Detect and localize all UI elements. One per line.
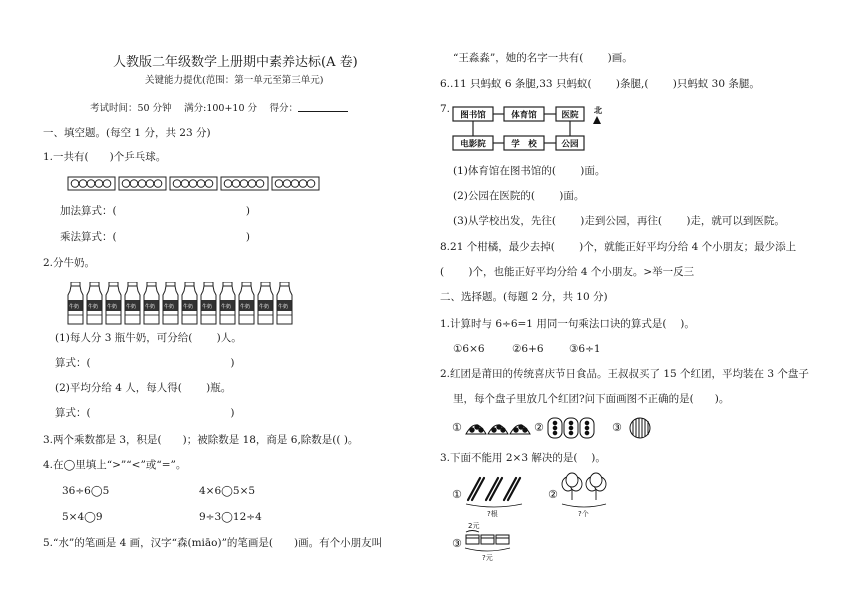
s2-q1-option-3: ③6÷1 bbox=[569, 343, 601, 355]
milk-label: 牛奶 bbox=[164, 304, 175, 310]
q3-text: 3.两个乘数都是 3，积是( )；被除数是 18，商是 6,除数是(( )。 bbox=[43, 434, 359, 446]
q8-line1: 8.21 个柑橘，最少去掉( )个，就能正好平均分给 4 个小朋友；最少添上 bbox=[440, 241, 797, 253]
q7-map-figure bbox=[452, 104, 612, 154]
milk-label: 牛奶 bbox=[107, 304, 118, 310]
milk-bottle bbox=[201, 282, 216, 324]
q3-option-2-marker: ② bbox=[548, 488, 558, 501]
milk-label: 牛奶 bbox=[145, 304, 156, 310]
milk-bottle bbox=[144, 282, 159, 324]
q2-text: 2.分牛奶。 bbox=[43, 257, 96, 269]
section2-heading: 二、选择题。(每题 2 分，共 10 分) bbox=[440, 291, 608, 303]
pingpong-box bbox=[272, 177, 319, 190]
q1-text: 1.一共有( )个乒乓球。 bbox=[43, 151, 167, 163]
q3-label-sticks: ?根 bbox=[487, 510, 498, 518]
q4-item-a: 36÷6◯5 bbox=[62, 485, 110, 497]
map-school-label: 学 校 bbox=[511, 139, 537, 150]
q3-option-3-marker: ③ bbox=[452, 537, 462, 550]
q1-mul-formula: 乘法算式：( ) bbox=[60, 231, 251, 243]
milk-bottle bbox=[258, 282, 273, 324]
q4-item-d: 9÷3◯12÷4 bbox=[199, 511, 262, 523]
q6-text: 6..11 只蚂蚁 6 条腿,33 只蚂蚁( )条腿,( )只蚂蚁 30 条腿。 bbox=[440, 78, 760, 90]
option-1-marker: ① bbox=[452, 421, 462, 434]
milk-label: 牛奶 bbox=[259, 304, 270, 310]
milk-label: 牛奶 bbox=[240, 304, 251, 310]
exam-subtitle: 关键能力提优(范围：第一单元至第三单元) bbox=[145, 75, 324, 86]
exam-info bbox=[90, 101, 348, 115]
pingpong-boxes-figure bbox=[67, 176, 327, 192]
q1-add-formula: 加法算式：( ) bbox=[60, 205, 251, 217]
s2-q1-text: 1.计算时与 6÷6=1 用同一句乘法口诀的算式是( )。 bbox=[440, 318, 695, 330]
q5-line1: 5.“水”的笔画是 4 画，汉字“森(miāo)”的笔画是( )画。有个小朋友叫 bbox=[43, 537, 383, 549]
milk-bottle bbox=[220, 282, 235, 324]
q3-label-money: ?元 bbox=[482, 554, 493, 562]
milk-label: 牛奶 bbox=[221, 304, 232, 310]
map-cinema-label: 电影院 bbox=[460, 139, 486, 150]
milk-label: 牛奶 bbox=[88, 304, 99, 310]
map-library-label: 图书馆 bbox=[460, 110, 486, 121]
s2-q2-figures bbox=[452, 416, 682, 440]
q3-balloon-groups bbox=[562, 473, 606, 500]
q5-line2: “王淼淼”，她的名字一共有( )画。 bbox=[453, 52, 633, 64]
milk-label: 牛奶 bbox=[126, 304, 137, 310]
option-2-plates bbox=[548, 418, 594, 438]
milk-bottle bbox=[68, 282, 83, 324]
exam-info-text: 考试时间：50 分钟 满分:100+10 分 得分： bbox=[90, 103, 299, 114]
q4-item-c: 5×4◯9 bbox=[62, 511, 103, 523]
q7-number: 7. bbox=[440, 103, 451, 115]
milk-bottle bbox=[239, 282, 254, 324]
pingpong-box bbox=[221, 177, 268, 190]
q4-text: 4.在◯里填上“>”“<”或“=”。 bbox=[43, 459, 187, 471]
map-park-label: 公园 bbox=[561, 139, 579, 150]
map-gym-label: 体育馆 bbox=[511, 110, 537, 121]
q2-part2: (2)平均分给 4 人，每人得( )瓶。 bbox=[55, 382, 232, 394]
score-blank[interactable] bbox=[298, 101, 348, 112]
option-2-marker: ② bbox=[534, 421, 544, 434]
option-1-plates bbox=[466, 425, 530, 434]
q4-item-b: 4×6◯5×5 bbox=[199, 485, 256, 497]
pingpong-box bbox=[119, 177, 166, 190]
milk-bottle bbox=[277, 282, 292, 324]
milk-bottle bbox=[182, 282, 197, 324]
q7-part1: (1)体育馆在图书馆的( )面。 bbox=[453, 165, 606, 177]
milk-label: 牛奶 bbox=[69, 304, 80, 310]
s2-q3-figures bbox=[452, 472, 652, 562]
north-label: 北 bbox=[594, 106, 602, 115]
q2-part1: (1)每人分 3 瓶牛奶，可分给( )人。 bbox=[55, 332, 242, 344]
q7-part2: (2)公园在医院的( )面。 bbox=[453, 190, 585, 202]
milk-label: 牛奶 bbox=[202, 304, 213, 310]
exam-title: 人教版二年级数学上册期中素养达标(A 卷) bbox=[113, 55, 358, 70]
milk-bottle bbox=[163, 282, 178, 324]
q3-option-1-marker: ① bbox=[452, 488, 462, 501]
map-hospital-label: 医院 bbox=[561, 110, 579, 121]
q7-part3: (3)从学校出发，先往( )走到公园，再往( )走，就可以到医院。 bbox=[453, 215, 785, 227]
q3-label-balloons: ?个 bbox=[578, 510, 589, 518]
pingpong-box bbox=[68, 177, 115, 190]
s2-q3-text: 3.下面不能用 2×3 解决的是( )。 bbox=[440, 452, 606, 464]
q3-price-label: 2元 bbox=[468, 522, 480, 530]
s2-q1-option-2: ②6+6 bbox=[512, 343, 544, 355]
s2-q2-line1: 2.红团是莆田的传统喜庆节日食品。王叔叔买了 15 个红团，平均装在 3 个盘子 bbox=[440, 368, 809, 380]
q2-formula2: 算式：( ) bbox=[55, 407, 235, 419]
q3-boxes bbox=[466, 535, 509, 544]
milk-bottle bbox=[106, 282, 121, 324]
pingpong-box bbox=[170, 177, 217, 190]
milk-bottle bbox=[125, 282, 140, 324]
s2-q1-option-1: ①6×6 bbox=[453, 343, 485, 355]
milk-label: 牛奶 bbox=[278, 304, 289, 310]
milk-label: 牛奶 bbox=[183, 304, 194, 310]
north-arrow-icon bbox=[593, 116, 601, 124]
milk-bottle bbox=[87, 282, 102, 324]
q8-line2: ( )个，也能正好平均分给 4 个小朋友。>举一反三 bbox=[440, 266, 695, 278]
q2-formula1: 算式：( ) bbox=[55, 357, 235, 369]
q3-stick-bundles bbox=[468, 478, 520, 500]
section1-heading: 一、填空题。(每空 1 分，共 23 分) bbox=[43, 127, 211, 139]
option-3-plate bbox=[630, 418, 650, 438]
milk-bottles-figure bbox=[67, 282, 319, 326]
option-3-marker: ③ bbox=[612, 421, 622, 434]
s2-q2-line2: 里，每个盘子里放几个红团?问下面画图不正确的是( )。 bbox=[453, 393, 730, 405]
